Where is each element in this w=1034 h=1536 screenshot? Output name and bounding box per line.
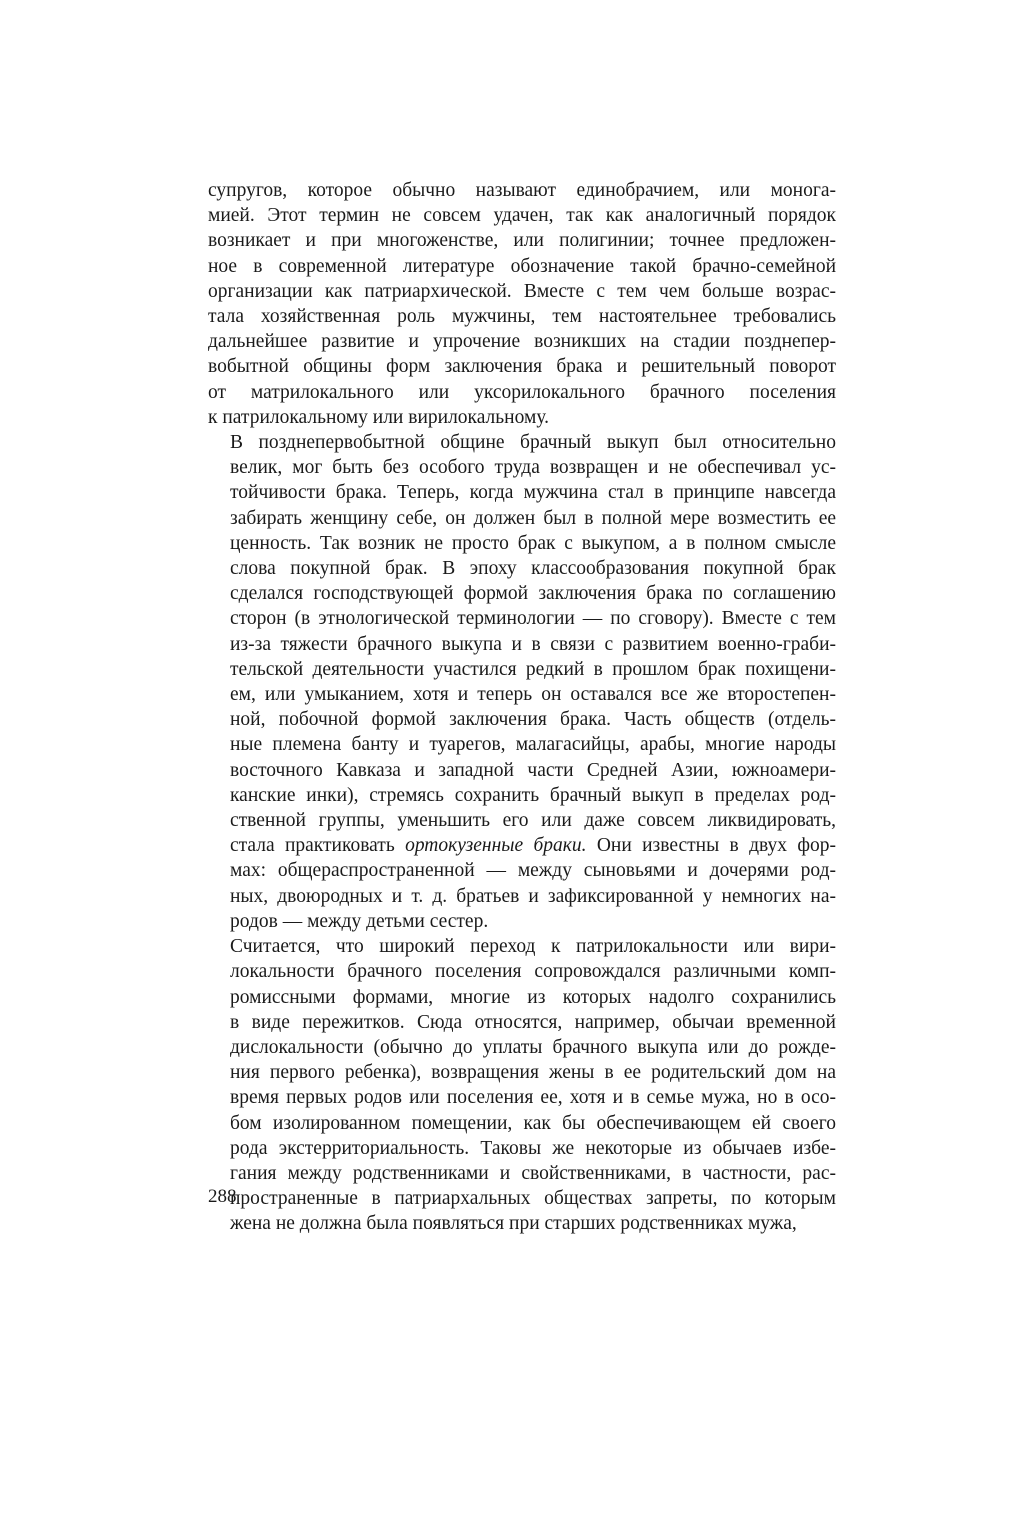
text-run: слова покупной брак. В эпоху классообразования покупной брак — [230, 558, 836, 580]
paragraph — [208, 178, 836, 430]
text-run: Они известны в двух фор- — [586, 835, 836, 857]
text-line — [208, 1136, 836, 1161]
paragraph — [208, 430, 836, 934]
text-line — [208, 228, 836, 253]
text-line — [208, 858, 836, 883]
text-run: локальности брачного поселения сопровождался различными комп- — [230, 961, 836, 983]
text-line — [208, 430, 836, 455]
text-run: бом изолированном помещении, как бы обеспечивающем ей своего — [230, 1112, 836, 1134]
text-line — [208, 1085, 836, 1110]
text-line — [208, 380, 836, 405]
text-run: возникает и при многоженстве, или полигинии; точнее предложен- — [208, 230, 836, 252]
text-run: время первых родов или поселения ее, хотя и в семье мужа, но в осо- — [230, 1087, 836, 1109]
text-line — [208, 606, 836, 631]
text-line — [208, 1161, 836, 1186]
text-line — [208, 556, 836, 581]
text-line — [208, 959, 836, 984]
text-run: ценность. Так возник не просто брак с выкупом, а в полном смысле — [230, 532, 836, 554]
text-run: ния первого ребенка), возвращения жены в ее родительский дом на — [230, 1062, 836, 1084]
text-run: велик, мог быть без особого труда возвращен и не обеспечивал ус- — [230, 457, 836, 479]
text-run: рода экстерриториальность. Таковы же некоторые из обычаев избе- — [230, 1137, 836, 1159]
text-line — [208, 354, 836, 379]
text-run: стала практиковать — [230, 835, 406, 857]
text-line — [208, 758, 836, 783]
text-run: к патрилокальному или вирилокальному. — [208, 406, 550, 428]
text-run: ное в современной литературе обозначение такой брачно-семейной — [208, 255, 836, 277]
text-line — [208, 531, 836, 556]
text-run: гания между родственниками и свойственниками, в частности, рас- — [230, 1162, 836, 1184]
text-run: мах: общераспространенной — между сыновьями и дочерями род- — [230, 860, 836, 882]
text-line — [208, 909, 836, 934]
text-run: ные племена банту и туарегов, малагасийцы, арабы, многие народы — [230, 734, 836, 756]
text-line — [208, 506, 836, 531]
text-line — [208, 1035, 836, 1060]
text-run: супругов, которое обычно называют единобрачием, или монога- — [208, 180, 836, 201]
text-line — [208, 884, 836, 909]
text-run: ственной группы, уменьшить его или даже совсем ликвидировать, — [230, 810, 836, 832]
text-line — [208, 808, 836, 833]
text-run: мией. Этот термин не совсем удачен, так как аналогичный порядок — [208, 205, 836, 227]
text-run: из-за тяжести брачного выкупа и в связи с развитием военно-граби- — [230, 633, 836, 655]
text-run: В позднепервобытной общине брачный выкуп был относительно — [230, 432, 836, 454]
text-run: канские инки), стремясь сохранить брачный выкуп в пределах род- — [230, 784, 836, 806]
text-line — [208, 1060, 836, 1085]
text-run: ем, или умыканием, хотя и теперь он оставался все же второстепен- — [230, 684, 836, 706]
text-run: ной, побочной формой заключения брака. Часть обществ (отдель- — [230, 709, 836, 731]
text-line — [208, 329, 836, 354]
text-line — [208, 304, 836, 329]
text-line — [208, 455, 836, 480]
text-line — [208, 1186, 836, 1211]
text-run: ных, двоюродных и т. д. братьев и зафиксированной у немногих на- — [230, 885, 836, 907]
text-line — [208, 985, 836, 1010]
text-line — [208, 178, 836, 203]
text-run: сторон (в этнологической терминологии — по сговору). Вместе с тем — [230, 608, 836, 630]
text-run: тойчивости брака. Теперь, когда мужчина стал в принципе навсегда — [230, 482, 836, 504]
text-run: забирать женщину себе, он должен был в полной мере возместить ее — [230, 507, 836, 529]
text-run: родов — между детьми сестер. — [230, 910, 489, 932]
page-body — [208, 178, 836, 1237]
text-line — [208, 707, 836, 732]
text-run: тала хозяйственная роль мужчины, тем настоятельнее требовались — [208, 306, 836, 328]
text-run: организации как патриархической. Вместе с тем чем больше возрас- — [208, 280, 836, 302]
text-run: Считается, что широкий переход к патрилокальности или вири- — [230, 936, 836, 958]
paragraph — [208, 934, 836, 1236]
text-line — [208, 254, 836, 279]
text-run: жена не должна была появляться при старших родственниках мужа, — [230, 1213, 797, 1235]
text-line — [208, 1111, 836, 1136]
text-line — [208, 934, 836, 959]
text-run: от матрилокального или уксорилокального брачного поселения — [208, 381, 836, 403]
text-line — [208, 682, 836, 707]
text-run: пространенные в патриархальных обществах запреты, по которым — [230, 1188, 836, 1210]
text-run: тельской деятельности участился редкий в прошлом брак похищени- — [230, 658, 836, 680]
text-run: сделался господствующей формой заключения брака по соглашению — [230, 583, 836, 605]
text-line — [208, 480, 836, 505]
text-line — [208, 833, 836, 858]
text-line — [208, 657, 836, 682]
text-line — [208, 581, 836, 606]
text-line — [208, 732, 836, 757]
text-line — [208, 783, 836, 808]
text-run: в виде пережитков. Сюда относятся, например, обычаи временной — [230, 1011, 836, 1033]
text-run: восточного Кавказа и западной части Средней Азии, южноамери- — [230, 759, 836, 781]
text-line — [208, 632, 836, 657]
text-line — [208, 1211, 836, 1236]
text-run: дислокальности (обычно до уплаты брачного выкупа или до рожде- — [230, 1036, 836, 1058]
text-line — [208, 203, 836, 228]
italic-term: ортокузенные браки. — [405, 835, 587, 857]
text-run: вобытной общины форм заключения брака и решительный поворот — [208, 356, 836, 378]
text-run: дальнейшее развитие и упрочение возникших на стадии позднепер- — [208, 331, 836, 353]
page-number: 288 — [208, 1186, 237, 1207]
text-line — [208, 1010, 836, 1035]
text-line — [208, 405, 836, 430]
text-run: ромиссными формами, многие из которых надолго сохранились — [230, 986, 836, 1008]
text-line — [208, 279, 836, 304]
